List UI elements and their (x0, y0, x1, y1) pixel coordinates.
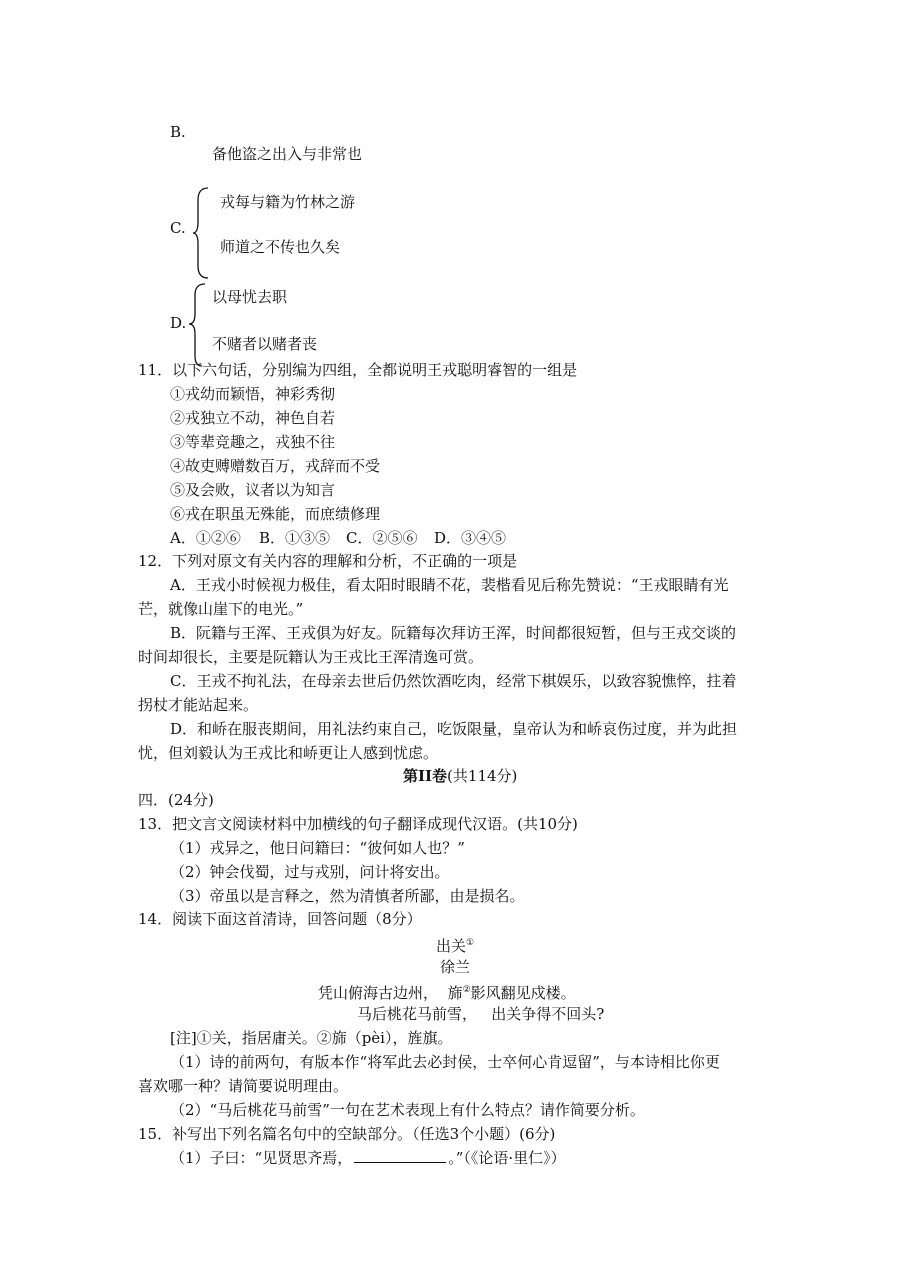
q11-choice-c: C．②⑤⑥ (346, 529, 418, 547)
brace-d (188, 282, 208, 368)
option-c-line1: 戎每与籍为竹林之游 (220, 193, 356, 211)
q11-choice-b: B．①③⑤ (259, 529, 331, 547)
q15-sub1-after: 。”（《论语·里仁》） (448, 1149, 566, 1167)
part-4-heading: 四．(24分) (138, 791, 214, 809)
option-c-line2: 师道之不传也久矣 (220, 238, 341, 256)
q11-item-2: ②戎独立不动，神色自若 (170, 409, 336, 427)
note-mark-2: ② (462, 985, 471, 995)
q15-sub1 (170, 1148, 566, 1168)
q12-line-7: D．和峤在服丧期间，用礼法约束自己，吃饭限量，皇帝认为和峤哀伤过度，并为此担 (170, 720, 738, 738)
q11-item-5: ⑤及会败，议者以为知言 (170, 481, 336, 499)
q11-choice-d: D．③④⑤ (434, 529, 507, 547)
option-b-line1: 备他盗之出入与非常也 (212, 145, 363, 163)
poem-author: 徐兰 (440, 958, 471, 976)
poem-line-1b: 旆 (447, 984, 463, 1002)
answer-blank[interactable] (354, 1148, 446, 1163)
q12-line-3: B．阮籍与王浑、王戎俱为好友。阮籍每次拜访王浑，时间都很短暂，但与王戎交谈的 (170, 624, 737, 642)
q14-stem: 14．阅读下面这首清诗，回答问题（8分） (138, 910, 422, 928)
q13-stem: 13．把文言文阅读材料中加横线的句子翻译成现代汉语。(共10分) (138, 815, 578, 833)
q11-item-4: ④故吏赙赠数百万，戎辞而不受 (170, 457, 381, 475)
option-d-line1: 以母忧去职 (212, 288, 288, 306)
q14-sub1-line2: 喜欢哪一种？请简要说明理由。 (138, 1077, 349, 1095)
q12-line-5: C．王戎不拘礼法，在母亲去世后仍然饮酒吃肉，经常下棋娱乐，以致容貌憔悴，拄着 (170, 672, 737, 690)
section-2-score: (共114分) (447, 767, 518, 785)
poem-title (436, 933, 474, 956)
q12-stem: 12．下列对原文有关内容的理解和分析，不正确的一项是 (138, 552, 518, 570)
q12-line-8: 忧，但刘毅认为王戎比和峤更让人感到忧虑。 (138, 744, 439, 762)
q12-line-1: A．王戎小时候视力极佳，看太阳时眼睛不花，裴楷看见后称先赞说：“王戎眼睛有光 (170, 576, 729, 594)
q13-item-3: （3）帝虽以是言释之，然为清慎者所鄙，由是损名。 (170, 887, 525, 905)
section-2-heading (403, 766, 517, 786)
poem-line-1c: 影风翻见戍楼。 (470, 984, 576, 1002)
q11-choice-a: A．①②⑥ (170, 529, 241, 547)
section-2-title: 第II卷 (403, 767, 448, 785)
option-b-label: B. (170, 123, 186, 141)
q11-item-1: ①戎幼而颖悟，神彩秀彻 (170, 385, 336, 403)
q14-sub2: （2）“马后桃花马前雪”一句在艺术表现上有什么特点？请作简要分析。 (170, 1101, 645, 1119)
q15-sub1-before: （1）子曰：“见贤思齐焉， (170, 1149, 353, 1167)
q12-line-2: 芒，就像山崖下的电光。” (138, 600, 304, 618)
poem-line-1a: 凭山俯海古边州， (318, 984, 439, 1002)
q13-item-2: （2）钟会伐蜀，过与戎别，问计将安出。 (170, 863, 450, 881)
option-c-label: C. (170, 219, 186, 237)
q11-item-6: ⑥戎在职虽无殊能，而庶绩修理 (170, 505, 381, 523)
q13-item-1: （1）戎异之，他日问籍曰：“彼何如人也？” (170, 839, 465, 857)
q12-line-6: 拐杖才能站起来。 (138, 696, 259, 714)
option-d-line2: 不赌者以赌者丧 (212, 335, 318, 353)
q14-sub1-line1: （1）诗的前两句，有版本作“将军此去必封侯，士卒何心肯逗留”，与本诗相比你更 (170, 1053, 720, 1071)
q11-item-3: ③等辈竞趣之，戎独不往 (170, 433, 336, 451)
option-d-label: D. (170, 314, 187, 332)
poem-line-1 (318, 980, 576, 1003)
q15-stem: 15．补写出下列名篇名句中的空缺部分。（任选3个小题）(6分) (138, 1125, 556, 1143)
poem-notes: [注]①关，指居庸关。②旆（pèi），旌旗。 (170, 1029, 453, 1047)
note-mark-1: ① (466, 938, 475, 948)
brace-c (192, 186, 212, 280)
q11-stem: 11．以下六句话，分别编为四组，全都说明王戎聪明睿智的一组是 (138, 361, 578, 379)
q12-line-4: 时间却很长，主要是阮籍认为王戎比王浑清逸可赏。 (138, 648, 484, 666)
poem-title-text: 出关 (436, 937, 467, 955)
poem-line-2: 马后桃花马前雪， 出关争得不回头? (357, 1005, 605, 1023)
